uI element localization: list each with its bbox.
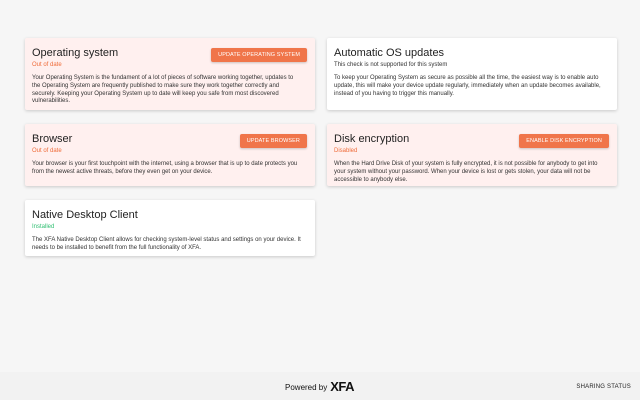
card-description: When the Hard Drive Disk of your system is fully encrypted, it is not possible for anybody to get into your system without your password. When your device is lost or gets stolen, your data will not be accessible to anybody else. [334,161,598,183]
update-operating-system-button[interactable]: UPDATE OPERATING SYSTEM [211,48,307,62]
card-title: Browser [32,133,73,145]
card-header [32,132,307,156]
card-heading [334,46,447,70]
sharing-status-link[interactable]: SHARING STATUS [576,384,631,390]
status-label: Out of date [32,148,62,154]
card-title: Operating system [32,47,119,59]
status-label: This check is not supported for this system [334,62,448,68]
card-operating-system [25,38,315,110]
powered-by [285,381,354,393]
card-description: The XFA Native Desktop Client allows for checking system-level status and settings on your device. It needs to be installed to benefit from the full functionality of XFA. [32,237,301,251]
card-header [32,46,307,70]
card-heading [334,132,409,156]
xfa-logo: XFA [330,379,355,394]
card-header [334,46,609,70]
footer [0,372,640,400]
card-automatic-os-updates [327,38,617,110]
card-header [32,208,307,232]
card-browser [25,124,315,186]
powered-by-text: Powered by [285,382,328,392]
card-title: Native Desktop Client [32,209,138,221]
status-label: Out of date [32,62,62,68]
card-description: Your browser is your first touchpoint with the internet, using a browser that is up to date protects you from the newest active threats, before they even get on your device. [32,161,298,175]
card-heading [32,208,138,232]
enable-disk-encryption-button[interactable]: ENABLE DISK ENCRYPTION [519,134,609,148]
card-description: To keep your Operating System as secure as possible all the time, the easiest way is to enable auto update, this will make your device update regularly, immediately when an update becomes available, instead of you having to trigger this manually. [334,75,601,97]
update-browser-button[interactable]: UPDATE BROWSER [240,134,307,148]
status-label: Installed [32,224,55,230]
card-heading [32,132,72,156]
card-title: Disk encryption [334,133,410,145]
card-header [334,132,609,156]
card-title: Automatic OS updates [334,47,445,59]
card-description: Your Operating System is the fundament of a lot of pieces of software working together, updates to the Operating System are frequently published to make sure they work together correctly and securely. Keeping your Operating System up to date will keep you safe from most discovered vulnerabilities. [32,75,294,105]
card-disk-encryption [327,124,617,186]
card-heading [32,46,118,70]
status-label: Disabled [334,148,358,154]
card-native-desktop-client [25,200,315,256]
